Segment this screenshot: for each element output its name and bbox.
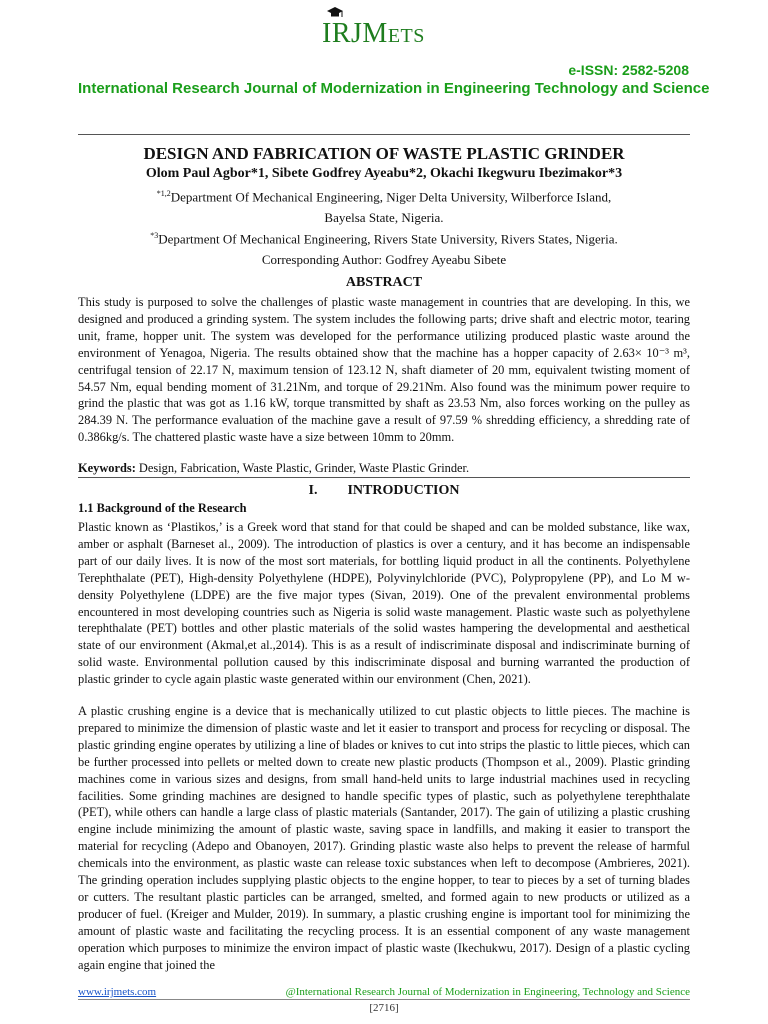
affiliation-2: $^{*3}$Department Of Mechanical Engineering, Rivers State University, Rivers States, Nigeria. [150,231,618,247]
footer-website-link[interactable]: www.irjmets.com [78,986,157,998]
subsection-heading: 1.1 Background of the Research [78,501,247,515]
logo-text: IRJMETS [322,18,425,49]
eissn-label: e-ISSN: 2582-5208 [568,62,689,78]
journal-name: International Research Journal of Modernization in Engineering Technology and Science [78,80,710,97]
affiliation-1: $^{*1,2}$Department Of Mechanical Engineering, Niger Delta University, Wilberforce Island, [156,189,612,205]
paper-title: DESIGN AND FABRICATION OF WASTE PLASTIC GRINDER [143,144,625,163]
section-heading: I. INTRODUCTION [308,483,460,498]
corresponding-author: Corresponding Author: Godfrey Ayeabu Sibete [261,252,507,267]
author-list: Olom Paul Agbor*1, Sibete Godfrey Ayeabu*2, Okachi Ikegwuru Ibezimakor*3 [145,166,623,181]
keywords: Keywords: Design, Fabrication, Waste Plastic, Grinder, Waste Plastic Grinder. [78,461,470,475]
footer-copyright: @International Research Journal of Modernization in Engineering, Technology and Science [285,986,690,998]
section-divider [78,477,690,478]
page-number: [2716] [369,1002,399,1014]
header-divider [78,134,690,135]
affiliation-1-cont: Bayelsa State, Nigeria. [324,210,444,225]
abstract-heading: ABSTRACT [345,275,423,290]
footer-divider [78,999,690,1000]
journal-logo [322,6,452,48]
intro-paragraph-1: Plastic known as ‘Plastikos,’ is a Greek word that stand for that could be shaped and can be molded substance, like wax, amber or asphalt (Barneset al., 2009). The introduction of plastics is over a century, and it has become an indispensable part of our daily lives. It is now of the most sort materials, for bottling liquid product in all the continents. Polyethylene Terephthalate (PET), High-density Polyethylene (HDPE), Polyvinylchloride (PVC), Polypropylene (PP), and Lo M w-density Polyethylene (LDPE) are the five major types (Sivan, 2019). One of the prevalent environmental problems encountered in most developing countries such as Nigeria is solid waste management. Plastic waste such as polyethylene terephthalate (PET) bottles and other plastic materials of the solid wastes hampering the developmental and aesthetical state of our environment (Akmal,et al.,2014). This is as a result of indiscriminate disposal and indiscriminate burning of solid waste. Environmental pollution caused by this indiscriminate disposal and burning warranted the production of plastic grinder to cycle again plastic waste generated within our environment (Chen, 2021). [78,520,690,687]
intro-paragraph-2: A plastic crushing engine is a device that is mechanically utilized to cut plastic objects to little pieces. The machine is prepared to minimize the dimension of plastic waste and let it easier to transport and process for recycling or disposal. The plastic grinding engine operates by utilizing a line of blades or knives to cut into strips the plastic to little pieces, which can be further processed into pellets or melted down to create new plastic products (Thompson et al., 2009). Plastic grinding machines come in various sizes and designs, from small hand-held units to large industrial machines used in recycling facilities. Some grinding machines are designed to handle specific types of plastic, such as polyethylene terephthalate (PET), while others can handle a large class of plastic materials (Santander, 2017). The gain of utilizing a plastic crushing engine include minimizing the amount of plastic waste, saving space in landfills, and making it easier to transport the material for recycling (Adepo and Obanoyen, 2017). Grinding plastic waste also helps to prevent the release of harmful chemicals into the environment, as plastic waste can release toxic substances when left to decompose (Ambrieres, 2021). The grinding operation includes supplying plastic objects to the engine hopper, to tear to pieces by a set of turning blades or cutters. The resultant plastic particles can be arranged, smelted, and formed again to new products or utilized as a producer of fuel. (Kreiger and Mulder, 2019). In summary, a plastic crushing engine is important tool for minimizing the amount of plastic waste and facilitating the recycling process. It is an essential component of any waste management operation which purposes to minimize the environ impact of plastic waste (Ikechukwu, 2017). Design of a plastic cycling again engine that joined the [78,704,690,972]
abstract-text: This study is purposed to solve the challenges of plastic waste management in countries that are developing. In this, we designed and produced a grinding system. The system includes the following parts; drive shaft and electric motor, tearing unit, frame, hopper unit. The system was developed for the performance utilizing produced plastic waste around the environment of Yenagoa, Nigeria. The results obtained show that the machine has a hopper capacity of 2.63× 10⁻³ m³, centrifugal tension of 22.17 N, maximum tension of 123.12 N, shaft diameter of 20 mm, equivalent twisting moment of 54.57 Nm, equal bending moment of 31.21Nm, and torque of 29.21Nm. Also found was the minimum power require to grind the plastic that was got as 1.16 kW, torque transmitted by shaft as 23.53 Nm, also forces working on the pulley as 284.39 N. The performance evaluation of the machine gave a result of 97.59 % shredding efficiency, a shredding rate of 0.386kg/s. The chattered plastic waste have a size between 10mm to 20mm. [78,295,690,445]
